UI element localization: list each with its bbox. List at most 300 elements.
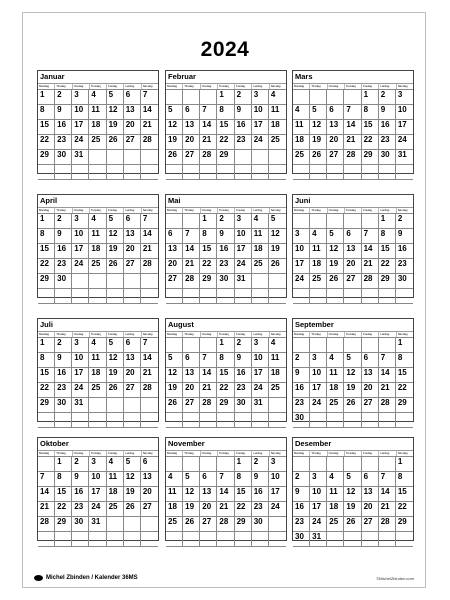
day-cell [183,214,200,229]
weekday-label: Søndag [141,84,158,89]
day-cell: 2 [235,338,252,353]
day-cell: 17 [293,259,310,274]
day-cell: 10 [293,244,310,259]
day-cell: 13 [141,472,158,487]
day-cell: 9 [235,353,252,368]
month-name: September [295,320,334,329]
day-cell: 12 [344,368,361,383]
day-cell: 23 [379,135,396,150]
day-cell: 7 [141,214,158,229]
day-cell [293,165,310,180]
day-cell: 24 [235,259,252,274]
weekday-label: Tirsdag [309,208,326,213]
day-cell: 20 [183,135,200,150]
day-cell: 3 [310,353,327,368]
weekday-label: Lørdag [378,84,395,89]
day-cell: 31 [72,398,89,413]
day-cell: 17 [310,383,327,398]
day-cell: 22 [38,135,55,150]
day-cell: 3 [252,338,269,353]
weekday-label: Onsdag [72,208,89,213]
day-cell: 8 [38,353,55,368]
day-cell: 19 [269,244,286,259]
day-cell: 1 [38,90,55,105]
footer-website: ©MichelZbinden.com [376,576,414,581]
day-cell: 18 [252,244,269,259]
weekday-label: Fredag [106,208,123,213]
day-cell: 16 [55,120,72,135]
day-cell: 6 [362,472,379,487]
day-cell [166,90,183,105]
day-cell: 28 [379,517,396,532]
day-cell: 8 [396,353,413,368]
weekday-label: Torsdag [217,451,234,456]
day-cell: 27 [362,398,379,413]
day-cell: 2 [235,90,252,105]
day-grid [38,456,158,547]
day-cell: 18 [327,502,344,517]
day-cell: 30 [55,398,72,413]
day-cell: 1 [38,214,55,229]
day-cell [183,532,200,547]
day-cell: 17 [72,244,89,259]
month-februar [165,70,287,174]
day-cell: 10 [310,487,327,502]
weekday-label: Onsdag [72,451,89,456]
day-cell: 11 [166,487,183,502]
day-cell: 23 [293,517,310,532]
day-cell [362,338,379,353]
day-grid [166,456,286,547]
day-cell: 30 [252,517,269,532]
day-cell: 21 [141,120,158,135]
day-cell [310,338,327,353]
weekday-label: Mandag [294,332,305,336]
day-cell: 19 [124,487,141,502]
day-cell: 14 [344,120,361,135]
day-cell: 26 [269,259,286,274]
day-cell: 17 [269,487,286,502]
month-mars [292,70,414,174]
day-cell [293,457,310,472]
day-cell: 5 [124,457,141,472]
day-cell: 3 [89,457,106,472]
day-cell: 1 [362,90,379,105]
day-cell [217,413,234,428]
day-cell: 27 [183,150,200,165]
day-cell: 14 [141,105,158,120]
day-cell: 18 [166,502,183,517]
month-juni [292,194,414,298]
day-cell: 18 [310,259,327,274]
day-cell [72,165,89,180]
day-cell: 5 [344,353,361,368]
weekday-label: Søndag [269,208,286,213]
day-cell: 21 [379,502,396,517]
day-cell: 4 [89,338,106,353]
weekday-header [293,207,413,213]
day-cell: 11 [89,229,106,244]
day-cell: 13 [183,120,200,135]
day-cell: 2 [252,457,269,472]
month-januar [37,70,159,174]
day-cell [107,150,124,165]
day-cell: 9 [55,229,72,244]
day-cell [269,150,286,165]
day-cell: 5 [183,472,200,487]
day-cell: 4 [327,353,344,368]
day-cell: 1 [217,90,234,105]
day-cell [327,532,344,547]
day-cell: 14 [379,368,396,383]
month-august [165,318,287,422]
weekday-label: Torsdag [344,84,361,89]
weekday-label: Onsdag [200,451,217,456]
weekday-label: Lørdag [251,451,268,456]
day-cell: 8 [200,229,217,244]
day-cell [379,457,396,472]
day-cell: 17 [72,368,89,383]
weekday-label: Søndag [396,451,413,456]
day-cell: 2 [55,90,72,105]
weekday-header [166,450,286,456]
day-cell [124,398,141,413]
day-cell: 23 [396,259,413,274]
day-cell: 4 [269,338,286,353]
day-cell [344,457,361,472]
day-cell: 12 [166,368,183,383]
day-cell [235,289,252,304]
day-cell: 17 [235,244,252,259]
day-cell [89,532,106,547]
weekday-label: Fredag [361,332,378,337]
day-cell: 17 [89,487,106,502]
day-cell: 29 [217,398,234,413]
day-cell: 2 [72,457,89,472]
day-cell: 10 [89,472,106,487]
day-cell: 21 [217,502,234,517]
day-cell: 21 [379,383,396,398]
day-cell: 11 [269,353,286,368]
day-cell [310,165,327,180]
day-cell [252,532,269,547]
day-cell: 24 [252,135,269,150]
day-cell: 5 [107,90,124,105]
day-cell: 8 [362,105,379,120]
day-cell: 28 [200,398,217,413]
month-september [292,318,414,422]
day-cell [107,289,124,304]
day-cell: 23 [72,502,89,517]
day-cell [183,338,200,353]
day-cell: 6 [344,229,361,244]
day-cell: 4 [107,457,124,472]
day-cell: 29 [396,517,413,532]
day-cell: 26 [107,383,124,398]
day-cell [252,274,269,289]
day-cell [269,532,286,547]
day-grid [38,213,158,304]
day-cell: 14 [379,487,396,502]
day-cell: 23 [55,135,72,150]
day-cell [38,532,55,547]
day-cell: 19 [166,383,183,398]
day-cell: 16 [72,487,89,502]
day-cell: 3 [72,90,89,105]
day-cell: 14 [200,368,217,383]
weekday-label: Fredag [106,451,123,456]
day-cell: 25 [327,517,344,532]
day-cell: 31 [310,532,327,547]
day-cell: 12 [107,353,124,368]
day-cell: 31 [72,150,89,165]
day-cell: 15 [217,368,234,383]
weekday-label: Onsdag [327,332,344,337]
day-cell: 30 [217,274,234,289]
day-cell: 19 [327,259,344,274]
day-cell: 15 [200,244,217,259]
weekday-label: Mandag [39,332,50,336]
day-cell: 18 [293,135,310,150]
weekday-label: Tirsdag [309,332,326,337]
day-cell: 7 [141,90,158,105]
day-grid [293,456,413,547]
day-cell [379,165,396,180]
month-name: Mars [295,72,313,81]
day-cell: 28 [379,398,396,413]
day-cell: 11 [89,353,106,368]
day-cell [362,289,379,304]
weekday-label: Fredag [361,208,378,213]
day-cell: 21 [183,259,200,274]
day-cell: 27 [344,274,361,289]
day-cell: 12 [107,105,124,120]
day-cell [124,150,141,165]
day-cell [72,289,89,304]
day-cell: 4 [269,90,286,105]
day-cell: 20 [166,259,183,274]
day-grid [293,89,413,180]
day-cell [293,90,310,105]
day-cell [166,338,183,353]
month-desember [292,437,414,541]
weekday-label: Torsdag [89,451,106,456]
weekday-label: Fredag [361,451,378,456]
day-cell: 29 [38,150,55,165]
day-cell: 5 [107,214,124,229]
day-cell: 5 [166,105,183,120]
day-cell: 6 [124,90,141,105]
day-cell: 13 [200,487,217,502]
day-cell: 18 [269,120,286,135]
day-cell: 15 [217,120,234,135]
day-cell: 18 [89,368,106,383]
day-cell: 9 [55,353,72,368]
day-cell: 19 [310,135,327,150]
day-cell: 2 [55,214,72,229]
weekday-label: Mandag [294,84,305,88]
day-cell: 25 [252,259,269,274]
month-april [37,194,159,298]
day-cell: 15 [362,120,379,135]
day-cell: 24 [72,383,89,398]
day-cell: 25 [269,135,286,150]
day-cell: 14 [183,244,200,259]
month-name: Januar [40,72,65,81]
day-cell: 15 [38,120,55,135]
day-cell [235,165,252,180]
day-cell: 3 [72,338,89,353]
day-cell: 11 [293,120,310,135]
day-cell [217,289,234,304]
day-cell [38,457,55,472]
weekday-label: Søndag [141,208,158,213]
weekday-header [293,450,413,456]
day-cell: 21 [344,135,361,150]
weekday-label: Fredag [361,84,378,89]
day-cell [327,214,344,229]
day-cell: 14 [217,487,234,502]
day-cell: 30 [72,517,89,532]
day-cell [362,165,379,180]
weekday-header [38,331,158,337]
day-cell [252,413,269,428]
day-cell: 30 [55,150,72,165]
day-cell: 20 [362,383,379,398]
day-cell: 6 [124,338,141,353]
weekday-label: Lørdag [378,451,395,456]
day-cell [107,398,124,413]
day-cell: 27 [141,502,158,517]
day-cell: 29 [200,274,217,289]
day-cell: 11 [89,105,106,120]
day-cell [89,289,106,304]
weekday-label: Tirsdag [182,332,199,337]
day-cell: 3 [72,214,89,229]
day-cell [396,289,413,304]
weekday-label: Søndag [396,208,413,213]
day-cell: 16 [396,244,413,259]
day-cell: 5 [107,338,124,353]
day-cell: 25 [327,398,344,413]
day-cell [396,532,413,547]
day-cell: 22 [396,383,413,398]
day-cell: 22 [55,502,72,517]
day-cell [344,214,361,229]
day-cell [124,413,141,428]
day-cell: 9 [379,105,396,120]
day-cell: 10 [72,229,89,244]
day-cell: 9 [55,105,72,120]
day-cell: 30 [379,150,396,165]
day-cell: 20 [124,120,141,135]
day-cell: 6 [183,105,200,120]
day-cell [107,532,124,547]
day-cell: 5 [327,229,344,244]
day-cell: 28 [362,274,379,289]
day-cell: 16 [379,120,396,135]
day-cell: 31 [235,274,252,289]
day-cell: 5 [166,353,183,368]
day-cell [310,214,327,229]
day-cell: 18 [269,368,286,383]
day-cell [124,517,141,532]
weekday-header [166,331,286,337]
day-cell [327,457,344,472]
day-cell [310,289,327,304]
day-cell [327,413,344,428]
day-cell: 16 [235,368,252,383]
weekday-label: Søndag [396,332,413,337]
day-cell: 15 [379,244,396,259]
day-cell: 6 [166,229,183,244]
day-cell: 12 [344,487,361,502]
day-cell: 23 [293,398,310,413]
day-cell: 8 [396,472,413,487]
day-cell [166,413,183,428]
day-cell: 10 [235,229,252,244]
day-cell: 7 [217,472,234,487]
day-cell: 24 [293,274,310,289]
day-cell: 2 [293,472,310,487]
day-cell: 21 [38,502,55,517]
day-cell: 22 [235,502,252,517]
day-cell [55,289,72,304]
day-cell: 16 [217,244,234,259]
day-cell [344,289,361,304]
day-cell [72,274,89,289]
day-cell: 9 [252,472,269,487]
day-cell [38,413,55,428]
weekday-label: Torsdag [217,84,234,89]
day-cell [55,532,72,547]
day-cell [89,413,106,428]
day-cell: 15 [38,368,55,383]
weekday-label: Onsdag [200,208,217,213]
weekday-label: Torsdag [344,451,361,456]
day-cell: 19 [107,120,124,135]
day-cell: 29 [362,150,379,165]
day-cell [252,165,269,180]
day-cell: 27 [200,517,217,532]
weekday-label: Fredag [234,332,251,337]
weekday-label: Onsdag [327,84,344,89]
weekday-label: Lørdag [123,208,140,213]
day-cell: 26 [166,398,183,413]
day-cell: 25 [89,135,106,150]
day-cell: 2 [55,338,72,353]
day-cell [141,289,158,304]
day-cell: 15 [38,244,55,259]
day-cell [166,457,183,472]
day-cell: 13 [124,229,141,244]
day-cell [141,274,158,289]
day-cell: 28 [200,150,217,165]
day-cell: 8 [379,229,396,244]
day-cell [200,532,217,547]
day-cell: 7 [38,472,55,487]
month-name: August [168,320,194,329]
day-cell [362,532,379,547]
day-cell: 23 [235,383,252,398]
day-cell: 7 [362,229,379,244]
day-cell: 10 [269,472,286,487]
day-cell: 3 [293,229,310,244]
day-cell [344,90,361,105]
day-cell [293,289,310,304]
day-cell: 9 [293,368,310,383]
weekday-label: Torsdag [344,332,361,337]
